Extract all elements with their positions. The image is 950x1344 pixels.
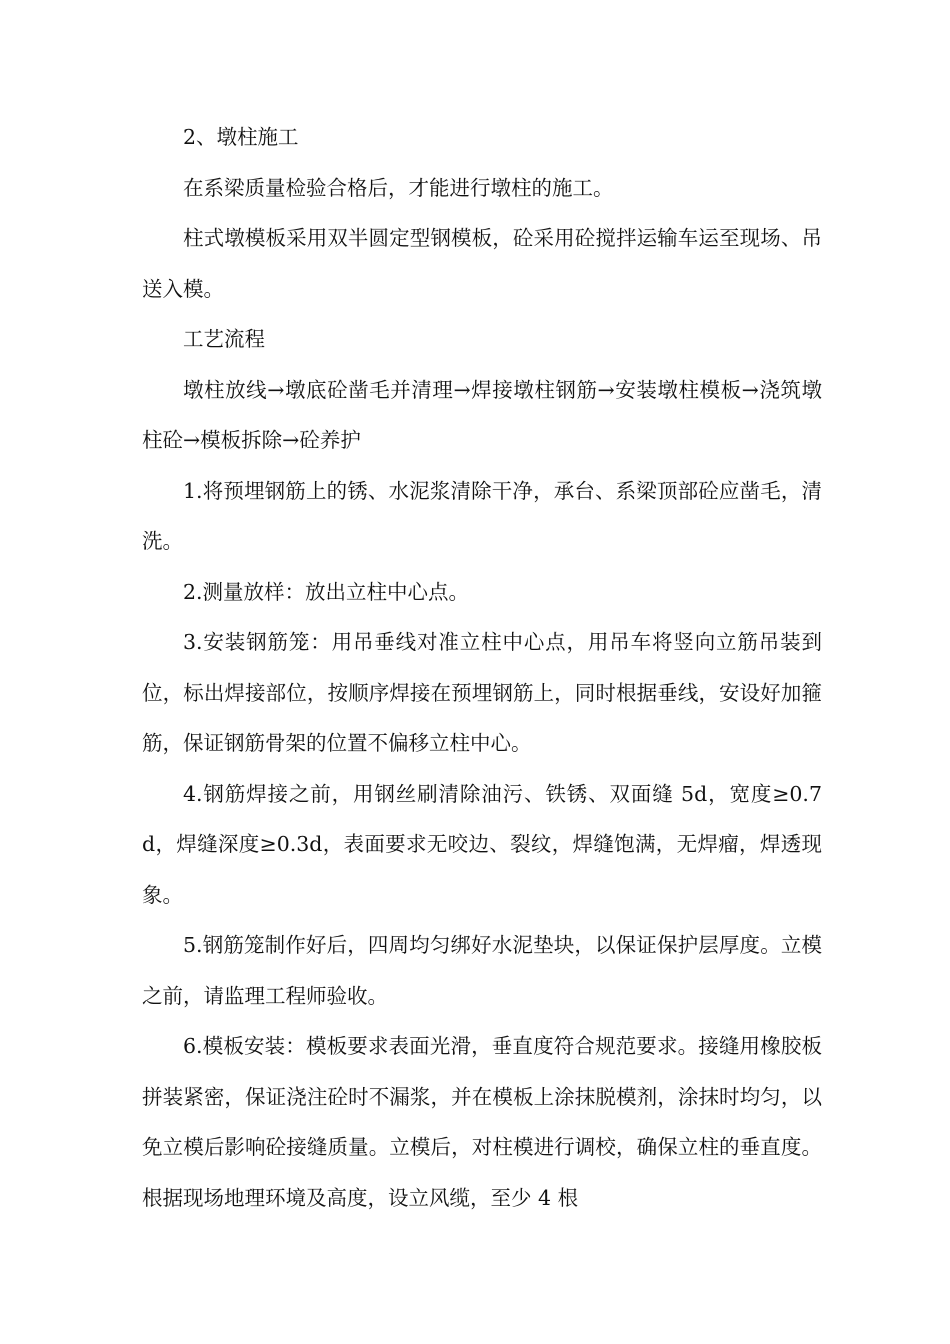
step-item: 4.钢筋焊接之前，用钢丝刷清除油污、铁锈、双面缝 5d，宽度≥0.7d，焊缝深度≥0.3d，表面要求无咬边、裂纹，焊缝饱满，无焊瘤，焊透现象。 <box>142 781 822 907</box>
step-item: 6.模板安装：模板要求表面光滑，垂直度符合规范要求。接缝用橡胶板拼装紧密，保证浇注砼时不漏浆，并在模板上涂抹脱模剂，涂抹时均匀，以免立模后影响砼接缝质量。立模后，对柱模进行调校，确保立柱的垂直度。根据现场地理环境及高度，设立风缆，至少 4 根 <box>142 1034 822 1210</box>
paragraph: 在系梁质量检验合格后，才能进行墩柱的施工。 <box>183 175 614 200</box>
paragraph: 柱式墩模板采用双半圆定型钢模板，砼采用砼搅拌运输车运至现场、吊送入模。 <box>142 226 822 301</box>
document-body <box>142 112 822 1223</box>
step-item: 1.将预埋钢筋上的锈、水泥浆清除干净，承台、系梁顶部砼应凿毛，清洗。 <box>142 478 822 553</box>
step-item: 3.安装钢筋笼：用吊垂线对准立柱中心点，用吊车将竖向立筋吊装到位，标出焊接部位，按顺序焊接在预埋钢筋上，同时根据垂线，安设好加箍筋，保证钢筋骨架的位置不偏移立柱中心。 <box>142 630 822 755</box>
subheading: 工艺流程 <box>183 327 265 351</box>
process-flow: 墩柱放线→墩底砼凿毛并清理→焊接墩柱钢筋→安装墩柱模板→浇筑墩柱砼→模板拆除→砼养护 <box>142 377 822 452</box>
section-heading: 2、墩柱施工 <box>183 125 299 149</box>
step-item: 5.钢筋笼制作好后，四周均匀绑好水泥垫块，以保证保护层厚度。立模之前，请监理工程师验收。 <box>142 933 822 1008</box>
step-item: 2.测量放样：放出立柱中心点。 <box>183 579 470 604</box>
